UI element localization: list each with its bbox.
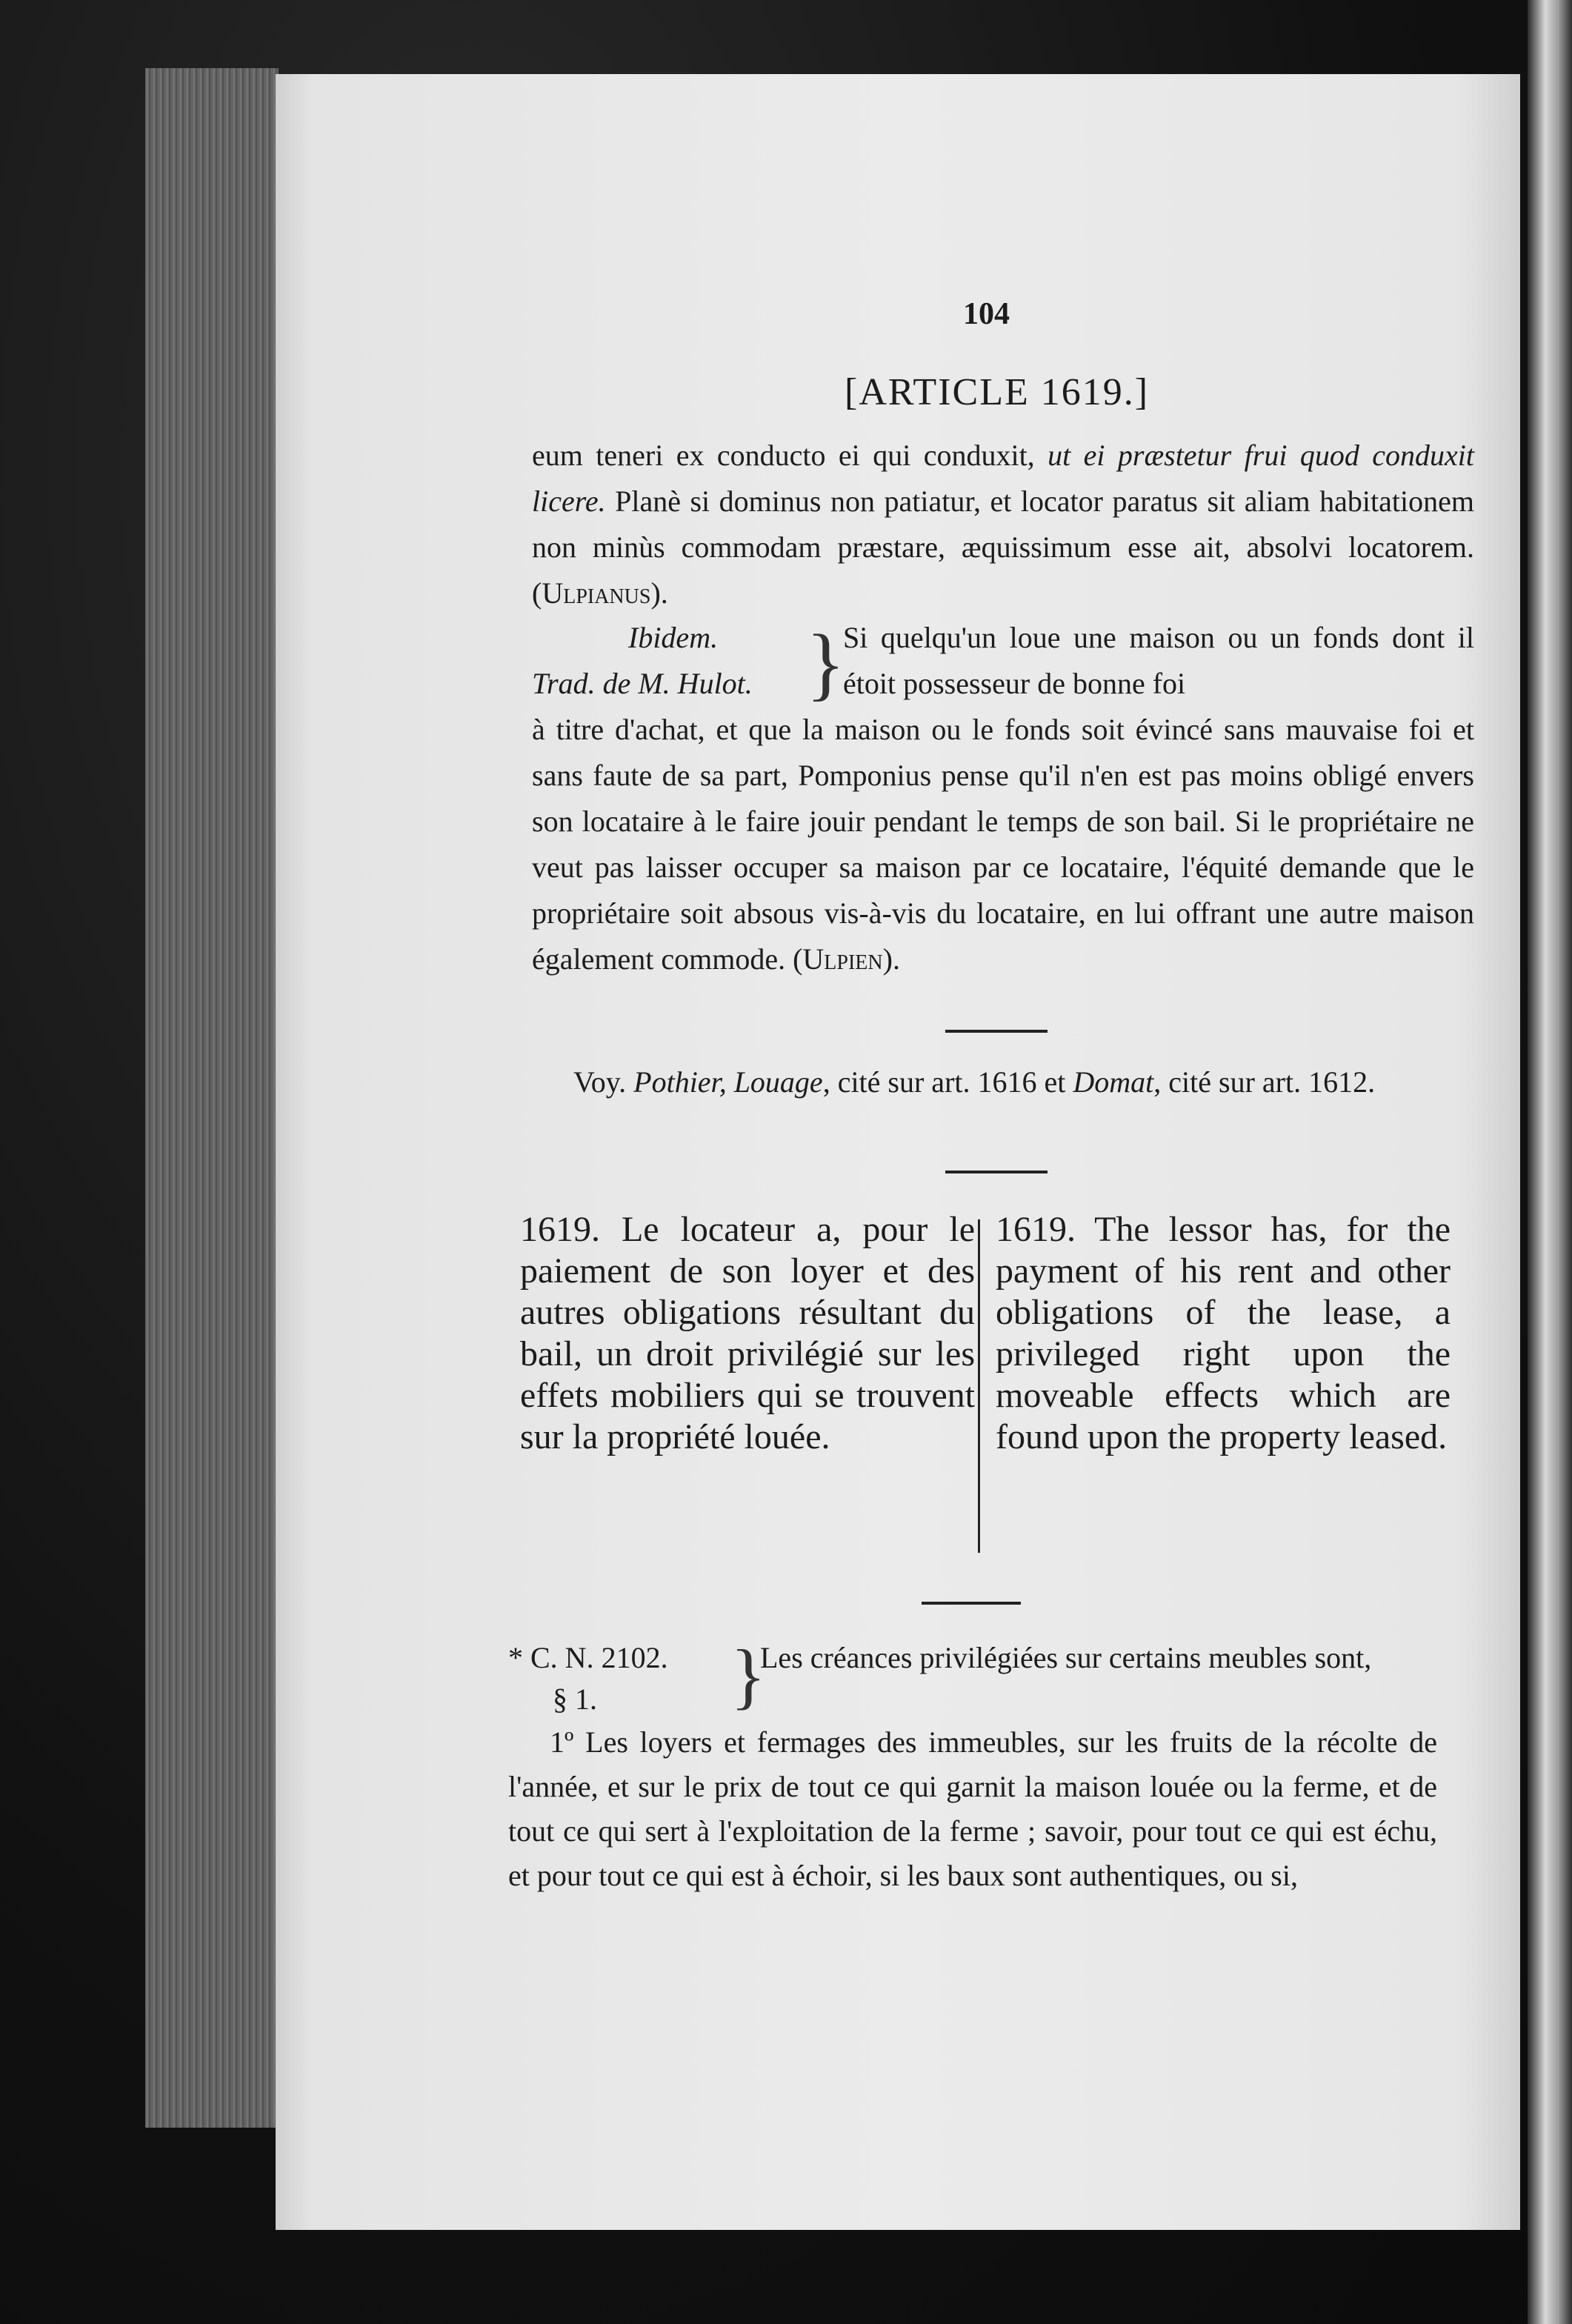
voy-prefix: Voy.	[573, 1065, 634, 1099]
voy-pothier: Pothier, Louage	[633, 1065, 823, 1099]
latin-paragraph	[532, 433, 1474, 616]
footnote-code-ref: * C. N. 2102.	[508, 1641, 668, 1674]
latin-text-italic: ut ei præstetur frui quod conduxit licere.	[532, 439, 1474, 518]
translation-author: Ulpien	[802, 942, 883, 976]
brace-glyph: }	[730, 1634, 766, 1717]
translation-first-lines: Si quelqu'un loue une maison ou un fonds dont il étoit possesseur de bonne foi	[843, 621, 1474, 700]
column-divider	[978, 1219, 980, 1553]
book-page-edges	[145, 68, 279, 2128]
translation-end: ).	[882, 942, 900, 976]
translation-text: à titre d'achat, et que la maison ou le fonds soit évincé sans mauvaise foi et sans faute de sa part, Pomponius pense qu'il n'en est pas moins obligé envers son locataire à le faire jouir pendant le temps de son bail. Si le propriétaire ne veut pas laisser occuper sa maison par ce locataire, l'équité demande que le propriétaire soit absous vis-à-vis du locataire, en lui offrant une autre maison également commode. (	[532, 713, 1474, 976]
latin-text-a: eum teneri ex conducto ei qui conduxit,	[532, 439, 1048, 472]
article-heading: [ARTICLE 1619.]	[845, 371, 1150, 413]
voy-suffix: , cité sur art. 1612.	[1153, 1065, 1376, 1099]
brace-glyph: }	[806, 618, 845, 708]
page-number: 104	[963, 297, 1010, 331]
voy-middle: , cité sur art. 1616 et	[822, 1065, 1073, 1099]
translation-reference	[532, 615, 799, 707]
article-english-column: 1619. The lessor has, for the payment of his rent and other obligations of the lease, a privileged right upon the moveable effects which are found upon the property leased.	[996, 1210, 1451, 1456]
separator-rule	[945, 1171, 1048, 1173]
footnote-reference	[508, 1637, 723, 1720]
latin-text-d: ).	[650, 576, 668, 610]
latin-author: Ulpianus	[542, 576, 651, 610]
reference-ibidem: Ibidem.	[628, 621, 719, 654]
voy-domat: Domat	[1073, 1065, 1154, 1099]
separator-rule	[922, 1602, 1021, 1605]
reference-translator: Trad. de M. Hulot.	[532, 667, 753, 700]
footnote-body: 1º Les loyers et fermages des immeubles, sur les fruits de la récolte de l'année, et sur le prix de tout ce qui garnit la maison louée ou la ferme, et de tout ce qui sert à l'exploitation de la ferme ; savoir, pour tout ce qui est échu, et pour tout ce qui est à échoir, si les baux sont authentiques, ou si,	[508, 1725, 1437, 1892]
latin-text-c: Planè si dominus non patiatur, et locator paratus sit aliam habitationem non minùs commodam præstare, æquissimum esse ait, absolvi locatorem. (	[532, 485, 1474, 610]
translation-paragraph	[532, 707, 1474, 982]
footnote-section-ref: § 1.	[553, 1682, 597, 1716]
voy-reference	[532, 1059, 1474, 1105]
article-french-column: 1619. Le locateur a, pour le paiement de son loyer et des autres obligations résultant du bail, un droit privilégié sur les effets mobiliers qui se trouvent sur la propriété louée.	[520, 1210, 975, 1456]
microfilm-edge	[1528, 0, 1572, 2324]
separator-rule	[945, 1030, 1048, 1033]
footnote-head-text: Les créances privilégiées sur certains meubles sont,	[760, 1641, 1372, 1674]
